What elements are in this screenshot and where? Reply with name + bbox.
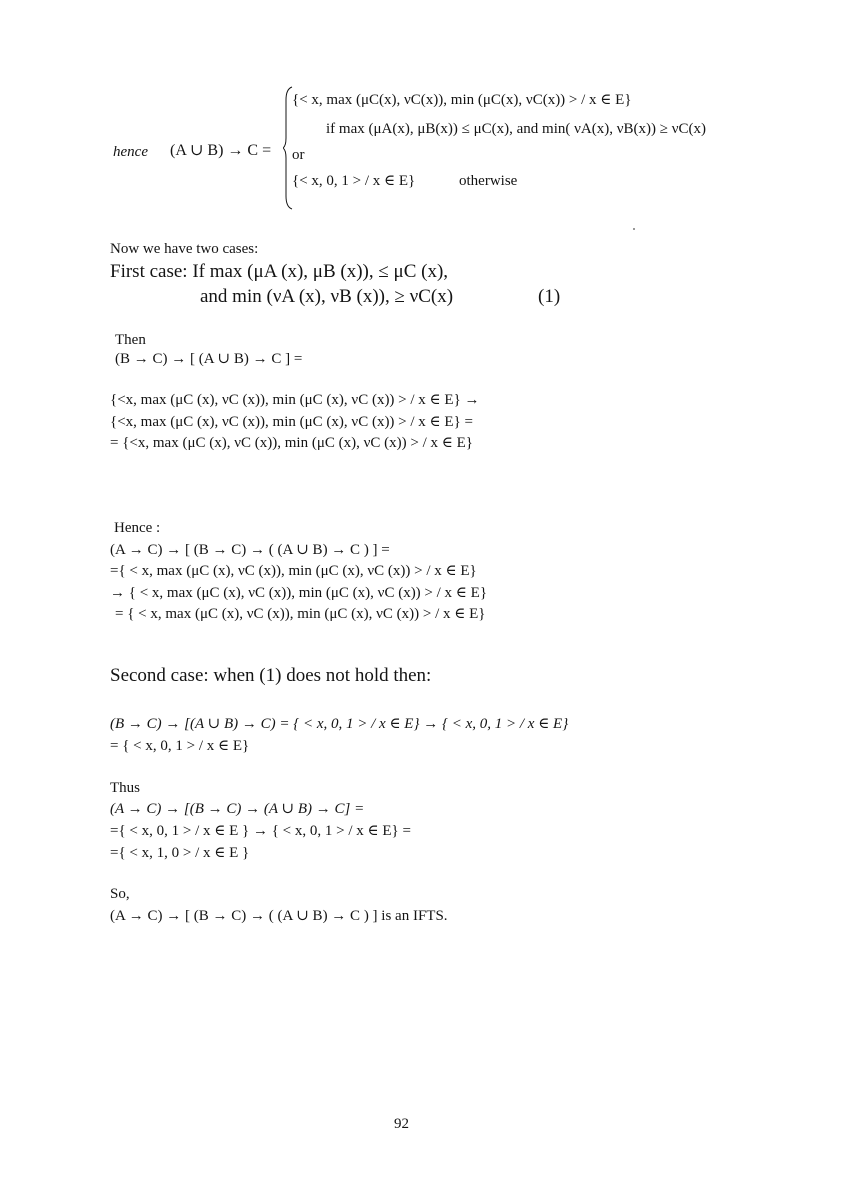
so-label: So, — [110, 886, 130, 902]
first-case-line-1: First case: If max (μA (x), μB (x)), ≤ μC (x), — [110, 261, 449, 282]
hence-line-4: = { < x, max (μC (x), νC (x)), min (μC (x), νC (x)) > / x ∈ E} — [115, 606, 486, 622]
then-line-1: (B → C) → [ (A ∪ B) → C ] = — [115, 351, 303, 367]
cases-intro: Now we have two cases: — [110, 241, 259, 257]
equation-number: (1) — [538, 286, 561, 307]
first-case-line-2: and min (νA (x), νB (x)), ≥ νC(x) — [200, 286, 454, 307]
def-row-3: or — [292, 147, 305, 163]
scan-speck — [633, 228, 635, 230]
def-lhs: (A ∪ B) → C = — [170, 142, 272, 159]
conclusion-line: (A → C) → [ (B → C) → ( (A ∪ B) → C ) ] is an IFTS. — [110, 908, 448, 924]
def-row-4-set: {< x, 0, 1 > / x ∈ E} — [292, 173, 416, 189]
thus-line-2: ={ < x, 0, 1 > / x ∈ E } → { < x, 0, 1 > / x ∈ E} = — [110, 823, 411, 839]
then-label: Then — [115, 332, 146, 348]
page-number: 92 — [394, 1116, 409, 1132]
def-row-2: if max (μA(x), μB(x)) ≤ μC(x), and min( νA(x), νB(x)) ≥ νC(x) — [326, 121, 707, 137]
hence-line-2: ={ < x, max (μC (x), νC (x)), min (μC (x), νC (x)) > / x ∈ E} — [110, 563, 477, 579]
then-line-2: {<x, max (μC (x), νC (x)), min (μC (x), νC (x)) > / x ∈ E} → — [110, 392, 480, 408]
then-line-4: = {<x, max (μC (x), νC (x)), min (μC (x), νC (x)) > / x ∈ E} — [110, 435, 473, 451]
hence-label: hence — [113, 144, 148, 160]
second-case-heading: Second case: when (1) does not hold then: — [110, 665, 432, 686]
second-case-line-1: (B → C) → [(A ∪ B) → C) = { < x, 0, 1 > / x ∈ E} → { < x, 0, 1 > / x ∈ E} — [110, 716, 569, 732]
second-case-line-2: = { < x, 0, 1 > / x ∈ E} — [110, 738, 250, 754]
thus-line-1: (A → C) → [(B → C) → (A ∪ B) → C] = — [110, 801, 365, 817]
hence-line-3: → { < x, max (μC (x), νC (x)), min (μC (x), νC (x)) > / x ∈ E} — [110, 585, 488, 601]
def-row-1: {< x, max (μC(x), νC(x)), min (μC(x), νC(x)) > / x ∈ E} — [292, 92, 632, 108]
thus-line-3: ={ < x, 1, 0 > / x ∈ E } — [110, 845, 250, 861]
hence-line-1: (A → C) → [ (B → C) → ( (A ∪ B) → C ) ] = — [110, 542, 390, 558]
hence-block-label: Hence : — [114, 520, 161, 536]
then-line-3: {<x, max (μC (x), νC (x)), min (μC (x), νC (x)) > / x ∈ E} = — [110, 414, 473, 430]
thus-label: Thus — [110, 780, 140, 796]
def-row-4-word: otherwise — [459, 173, 518, 189]
